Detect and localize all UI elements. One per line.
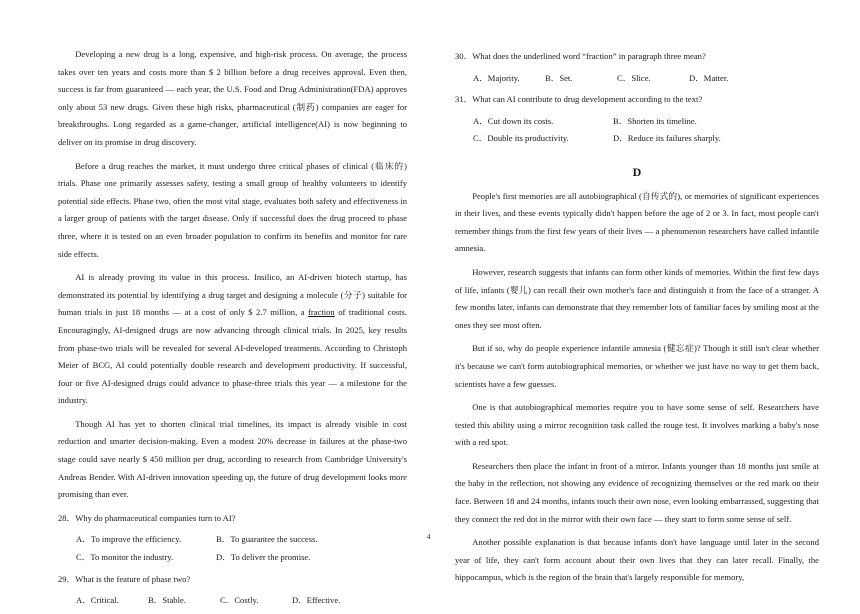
q29-option-a: A．Critical. <box>76 595 119 606</box>
question-28-options <box>58 531 407 566</box>
q29-option-c: C．Costly. <box>220 595 259 606</box>
underlined-word-fraction: fraction <box>308 307 335 318</box>
section-d-heading: D <box>632 164 642 179</box>
passage-d-paragraph-3: But if so, why do people experience infantile amnesia (健忘症)? Though it still isn't clear whether it's because we can't form autobiographical memories, or whether we just have no way to get them back, scientists have a few guesses. <box>455 343 819 389</box>
passage-d-paragraph-2: However, research suggests that infants can form other kinds of memories. Within the first few days of life, infants (婴儿) can recall their own mother's face and distinguish it from the face of a stranger. A few months later, infants can demonstrate that they remember lots of familiar faces by smiling most at the ones they see most often. <box>455 266 819 330</box>
passage-c-paragraph-3 <box>58 269 407 410</box>
passage-d-paragraph-6: Another possible explanation is that because infants don't have language until later in the second year of life, they can't form account about their own lives that they can later recall. Finally, the hippocampus, which is the region of the brain that's largely responsible for memory, <box>455 537 819 583</box>
question-29-options <box>58 592 407 610</box>
right-column <box>455 46 819 593</box>
question-29: 29．What is the feature of phase two? <box>58 573 191 584</box>
q29-option-d: D．Effective. <box>292 595 341 606</box>
paragraph-3-text-a: AI is already proving its value in this process. Insilico, an AI-driven biotech startup, has demonstrated its potential by identifying a drug target and designing a molecule (分子) suitable for human trials in just 18 months — at a cost of only $ 2.7 million, a <box>58 272 407 318</box>
passage-d-paragraph-4: One is that autobiographical memories require you to have some sense of self. Researchers have tested this ability using a mirror recognition task called the rouge test. It involves marking a baby's nose with a red spot. <box>455 402 819 448</box>
passage-c-paragraph-4: Though AI has yet to shorten clinical trial timelines, its impact is already visible in cost reduction and smarter decision-making. Even a modest 20% decrease in failures at the phase-two stage could save nearly $ 450 million per drug, according to research from Cambridge University's Andreas Bender. With AI-driven innovation speeding up, the future of drug development looks more promising than ever. <box>58 418 407 500</box>
question-28: 28．Why do pharmaceutical companies turn to AI? <box>58 512 236 523</box>
q30-option-c: C．Slice. <box>617 72 651 83</box>
q31-option-c: C．Double its productivity. <box>473 133 569 144</box>
passage-c-paragraph-2: Before a drug reaches the market, it must undergo three critical phases of clinical (临床的) trials. Phase one primarily assesses safety, testing a small group of healthy volunteers to identify potential side effects. Phase two, often the most vital stage, evaluates both safety and effectiveness in a larger group of patients with the target disease. Only if successful does the drug proceed to phase three, where it is tested on an even broader population to confirm its benefits and monitor for rare side effects. <box>58 160 407 259</box>
q30-option-a: A．Majority. <box>473 72 520 83</box>
question-31: 31．What can AI contribute to drug development according to the text? <box>455 94 703 105</box>
page-number: 4 <box>427 533 431 541</box>
question-30: 30．What does the underlined word “fraction” in paragraph three mean? <box>455 51 706 61</box>
question-30-options <box>455 70 819 88</box>
q28-option-c: C．To monitor the industry. <box>76 552 174 563</box>
q28-option-b: B．To guarantee the success. <box>216 534 318 545</box>
question-31-options <box>455 113 819 148</box>
q30-option-d: D．Matter. <box>689 72 729 83</box>
q31-option-a: A．Cut down its costs. <box>473 115 554 126</box>
q28-option-d: D．To deliver the promise. <box>216 552 311 563</box>
q31-option-b: B．Shorten its timeline. <box>613 115 697 126</box>
passage-d-paragraph-5: Researchers then place the infant in front of a mirror. Infants younger than 18 months just smile at the baby in the reflection, not showing any evidence of recognizing themselves or the red mark on their face. Between 18 and 24 months, infants touch their own nose, even looking embarrassed, suggesting that they connect the red dot in the mirror with their own face — they start to form some sense of self. <box>455 460 819 524</box>
passage-c-paragraph-1: Developing a new drug is a long, expensive, and high-risk process. On average, the process takes over ten years and costs more than $ 2 billion before a drug receives approval. Even then, success is far from guaranteed — each year, the U.S. Food and Drug Administration(FDA) approves only about 53 new drugs. Given these high risks, pharmaceutical (制药) companies are eager for breakthroughs. Long regarded as a game-changer, artificial intelligence(AI) is now beginning to deliver on its promise in drug discovery. <box>58 49 407 147</box>
q29-option-b: B．Stable. <box>148 595 186 606</box>
q31-option-d: D．Reduce its failures sharply. <box>613 133 721 144</box>
q30-option-b: B．Set. <box>545 72 573 83</box>
paragraph-3-text-b: of traditional costs. Encouragingly, AI-designed drugs are now advancing through clinical trials. In 2025, key results from phase-two trials will be revealed for several AI-developed treatments. According to Christoph Meier of BCG, AI could potentially double research and development productivity. If successful, four or five AI-designed drugs could advance to phase-three trials this year — a milestone for the industry. <box>58 307 407 406</box>
left-column <box>58 46 407 614</box>
q28-option-a: A．To improve the efficiency. <box>76 534 182 545</box>
passage-d-paragraph-1: People's first memories are all autobiographical (自传式的), or memories of significant experiences in their lives, and these events typically didn't happen before the age of 2 or 3. In fact, most people can't remember things from the first few years of their lives — a phenomenon researchers have called infantile amnesia. <box>455 190 819 254</box>
